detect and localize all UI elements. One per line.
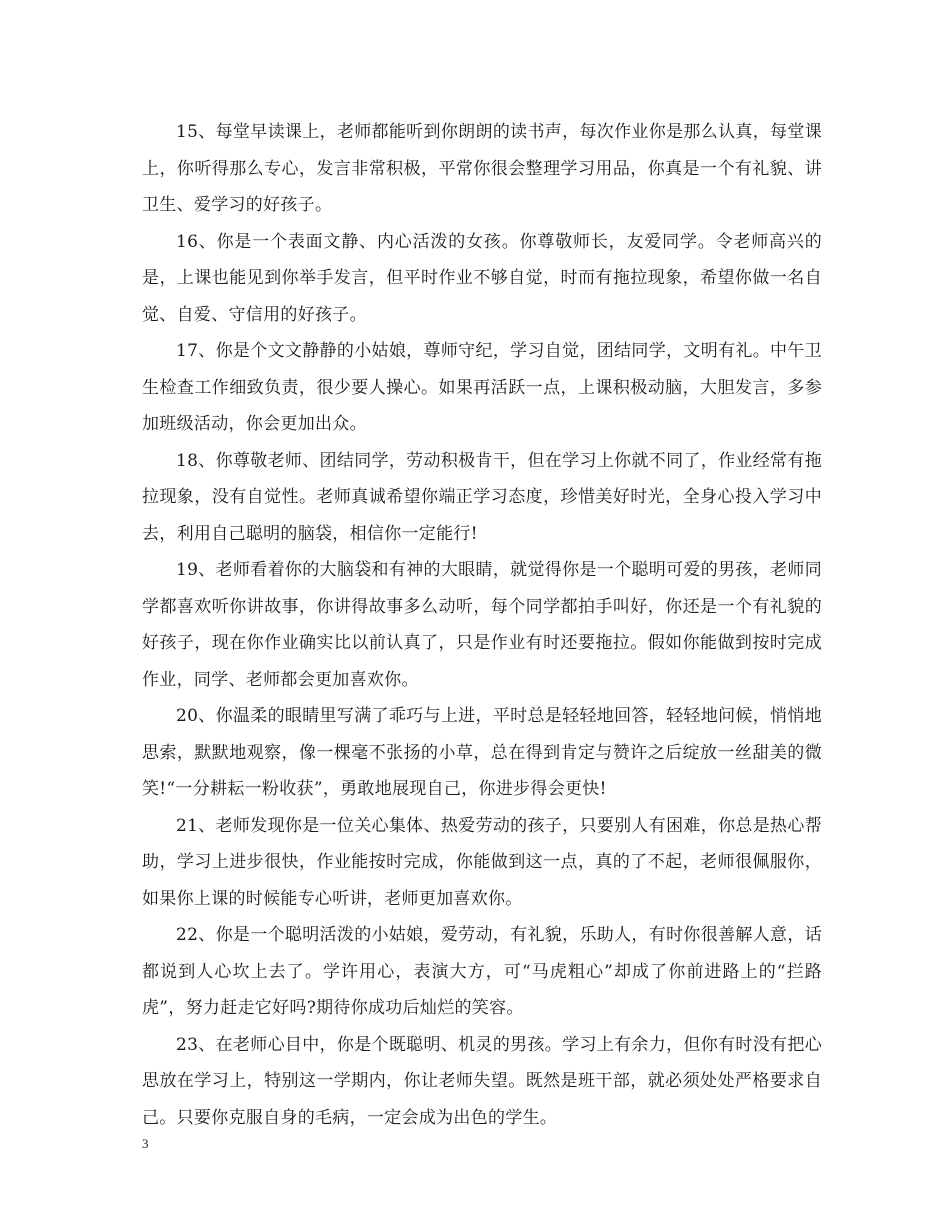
document-body <box>142 114 822 1136</box>
paragraph-23: 23、在老师心目中，你是个既聪明、机灵的男孩。学习上有余力，但你有时没有把心思放在学习上，特别这一学期内，你让老师失望。既然是班干部，就必须处处严格要求自己。只要你克服自身的毛病，一定会成为出色的学生。 <box>142 1034 822 1128</box>
paragraph-22: 22、你是一个聪明活泼的小姑娘，爱劳动，有礼貌，乐助人，有时你很善解人意，话都说到人心坎上去了。学许用心，表演大方，可“马虎粗心”却成了你前进路上的“拦路虎”，努力赶走它好吗?期待你成功后灿烂的笑容。 <box>142 925 822 1018</box>
paragraph-19: 19、老师看着你的大脑袋和有神的大眼睛，就觉得你是一个聪明可爱的男孩，老师同学都喜欢听你讲故事，你讲得故事多么动听，每个同学都拍手叫好，你还是一个有礼貌的好孩子，现在你作业确实比以前认真了，只是作业有时还要拖拉。假如你能做到按时完成作业，同学、老师都会更加喜欢你。 <box>142 560 822 690</box>
paragraph-16: 16、你是一个表面文静、内心活泼的女孩。你尊敬师长，友爱同学。令老师高兴的是，上课也能见到你举手发言，但平时作业不够自觉，时而有拖拉现象，希望你做一名自觉、自爱、守信用的好孩子。 <box>142 231 822 325</box>
paragraph-18: 18、你尊敬老师、团结同学，劳动积极肯干，但在学习上你就不同了，作业经常有拖拉现象，没有自觉性。老师真诚希望你端正学习态度，珍惜美好时光，全身心投入学习中去，利用自己聪明的脑袋，相信你一定能行! <box>142 450 822 544</box>
paragraph-17: 17、你是个文文静静的小姑娘，尊师守纪，学习自觉，团结同学，文明有礼。中午卫生检查工作细致负责，很少要人操心。如果再活跃一点，上课积极动脑，大胆发言，多参加班级活动，你会更加出众。 <box>142 341 822 434</box>
paragraph-21: 21、老师发现你是一位关心集体、热爱劳动的孩子，只要别人有困难，你总是热心帮助，学习上进步很快，作业能按时完成，你能做到这一点，真的了不起，老师很佩服你，如果你上课的时候能专心听讲，老师更加喜欢你。 <box>142 815 822 909</box>
page-number: 3 <box>142 1136 149 1151</box>
paragraph-20: 20、你温柔的眼睛里写满了乖巧与上进，平时总是轻轻地回答，轻轻地问候，悄悄地思索，默默地观察，像一棵毫不张扬的小草，总在得到肯定与赞许之后绽放一丝甜美的微笑!“一分耕耘一粉收获”，勇敢地展现自己，你进步得会更快! <box>142 706 822 799</box>
paragraph-15: 15、每堂早读课上，老师都能听到你朗朗的读书声，每次作业你是那么认真，每堂课上，你听得那么专心，发言非常积极，平常你很会整理学习用品，你真是一个有礼貌、讲卫生、爱学习的好孩子。 <box>142 122 822 215</box>
